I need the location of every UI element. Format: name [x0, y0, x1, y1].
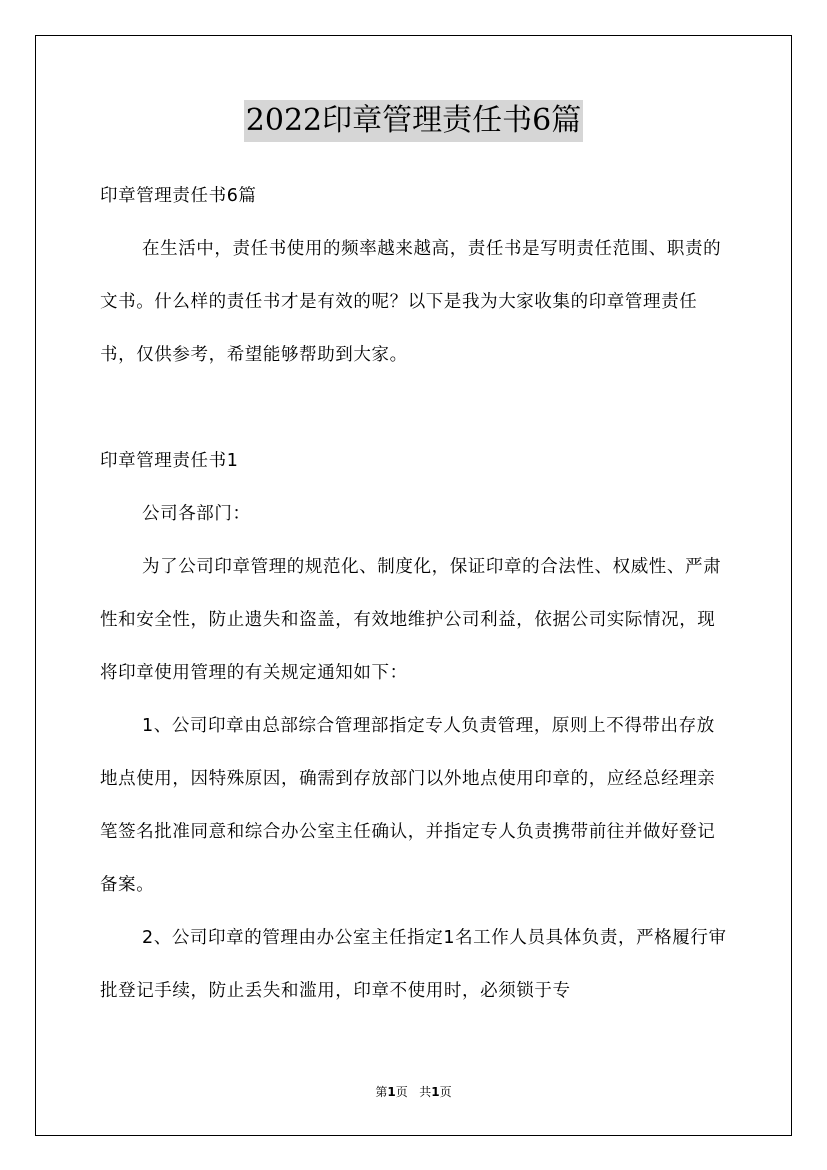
intro-paragraph: 在生活中，责任书使用的频率越来越高，责任书是写明责任范围、职责的文书。什么样的责任书才是有效的呢？以下是我为大家收集的印章管理责任书，仅供参考，希望能够帮助到大家。: [100, 239, 722, 365]
document-title-text: 2022印章管理责任书6篇: [244, 100, 583, 142]
footer-prefix: 第: [375, 1085, 388, 1099]
section-heading: 印章管理责任书1: [100, 451, 239, 471]
footer-page-number: 1: [387, 1085, 396, 1099]
footer-total-unit: 页: [439, 1085, 452, 1099]
body-paragraph: 2、公司印章的管理由办公室主任指定1名工作人员具体负责，严格履行审批登记手续，防止丢失和滥用，印章不使用时，必须锁于专: [100, 928, 727, 1001]
footer-total-pages: 1: [431, 1085, 440, 1099]
footer-page-unit: 页: [395, 1085, 408, 1099]
document-subtitle: 印章管理责任书6篇: [100, 186, 257, 206]
body-paragraph: 为了公司印章管理的规范化、制度化，保证印章的合法性、权威性、严肃性和安全性，防止遗失和盗盖，有效地维护公司利益，依据公司实际情况，现将印章使用管理的有关规定通知如下：: [100, 557, 722, 683]
document-body: [100, 170, 730, 1018]
footer-total-prefix: 共: [419, 1085, 432, 1099]
salutation: 公司各部门：: [142, 504, 251, 524]
blank-line: [100, 382, 730, 435]
document-title: [0, 100, 827, 146]
page-footer: [0, 1082, 827, 1102]
body-paragraph: 1、公司印章由总部综合管理部指定专人负责管理，原则上不得带出存放地点使用，因特殊原因，确需到存放部门以外地点使用印章的，应经总经理亲笔签名批准同意和综合办公室主任确认，并指定专人负责携带前往并做好登记备案。: [100, 716, 716, 895]
